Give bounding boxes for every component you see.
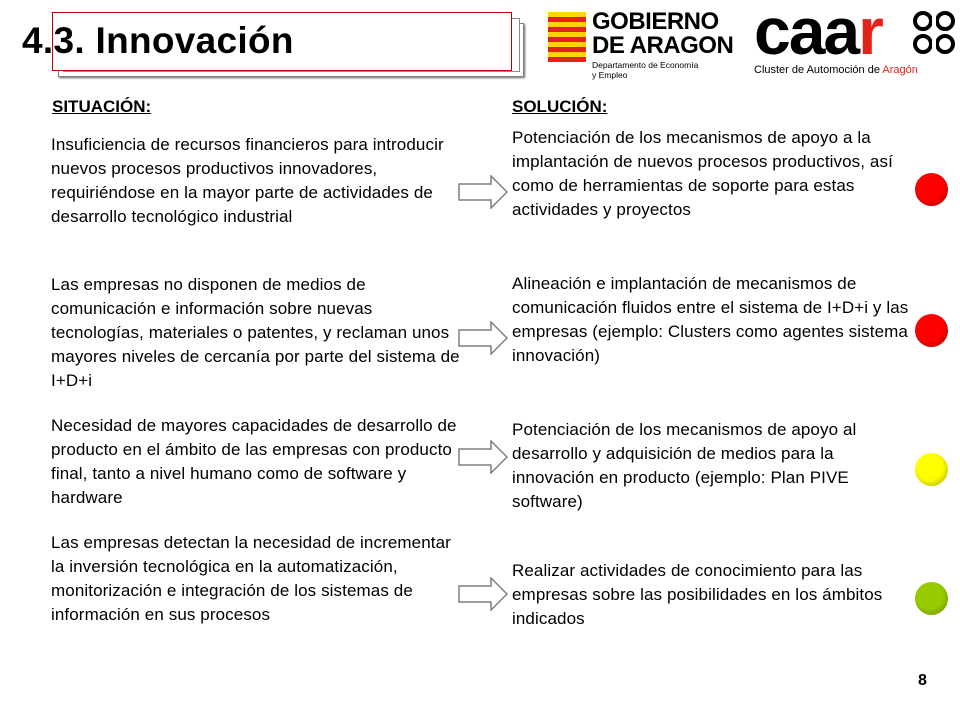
caar-wordmark: caar: [754, 0, 882, 68]
status-indicator-3: [915, 453, 948, 486]
status-indicator-4: [915, 582, 948, 615]
situacion-text-3: Necesidad de mayores capacidades de desarrollo de producto en el ámbito de las empresas con producto final, tanto a nivel humano como de software y hardware: [51, 416, 457, 507]
caar-subtitle: Cluster de Automoción de Aragón: [754, 64, 918, 76]
situacion-header: SITUACIÓN:: [52, 97, 152, 116]
gobierno-logo-dept2: y Empleo: [592, 70, 628, 80]
situacion-text-2: Las empresas no disponen de medios de comunicación e información sobre nuevas tecnologías, materiales o patentes, y reclaman unos mayores niveles de cercanía por parte del sistema de I+D+i: [51, 275, 460, 390]
solucion-text-1: Potenciación de los mecanismos de apoyo a la implantación de nuevos procesos productivos, así como de herramientas de soporte para estas actividades y proyectos: [512, 128, 893, 219]
solucion-text-4: Realizar actividades de conocimiento para las empresas sobre las posibilidades en los ámbitos indicados: [512, 561, 883, 628]
status-indicator-1: [915, 173, 948, 206]
aragon-shield-icon: [548, 12, 586, 62]
arrow-right-icon: [458, 175, 508, 209]
solucion-header: SOLUCIÓN:: [512, 97, 608, 116]
page-number: 8: [918, 672, 927, 689]
caar-logo: [752, 0, 957, 80]
gobierno-logo-line2: DE ARAGON: [592, 32, 734, 59]
gobierno-aragon-logo: [548, 8, 748, 80]
gobierno-logo-dept1: Departamento de Economía: [592, 60, 699, 70]
caar-loops-icon: [912, 10, 956, 56]
solucion-text-2: Alineación e implantación de mecanismos de comunicación fluidos entre el sistema de I+D+i y las empresas (ejemplo: Clusters como agentes sistema innovación): [512, 274, 909, 365]
page-title: 4.3. Innovación: [22, 20, 294, 61]
arrow-right-icon: [458, 577, 508, 611]
solucion-text-3: Potenciación de los mecanismos de apoyo al desarrollo y adquisición de medios para la innovación en producto (ejemplo: Plan PIVE software): [512, 420, 857, 511]
status-indicator-2: [915, 314, 948, 347]
situacion-text-4: Las empresas detectan la necesidad de incrementar la inversión tecnológica en la automatización, monitorización e integración de los sistemas de información en sus procesos: [51, 533, 451, 624]
arrow-right-icon: [458, 321, 508, 355]
gobierno-logo-line1: GOBIERNO: [592, 8, 719, 35]
situacion-text-1: Insuficiencia de recursos financieros para introducir nuevos procesos productivos innovadores, requiriéndose en la mayor parte de actividades de desarrollo tecnológico industrial: [51, 135, 444, 226]
arrow-right-icon: [458, 440, 508, 474]
